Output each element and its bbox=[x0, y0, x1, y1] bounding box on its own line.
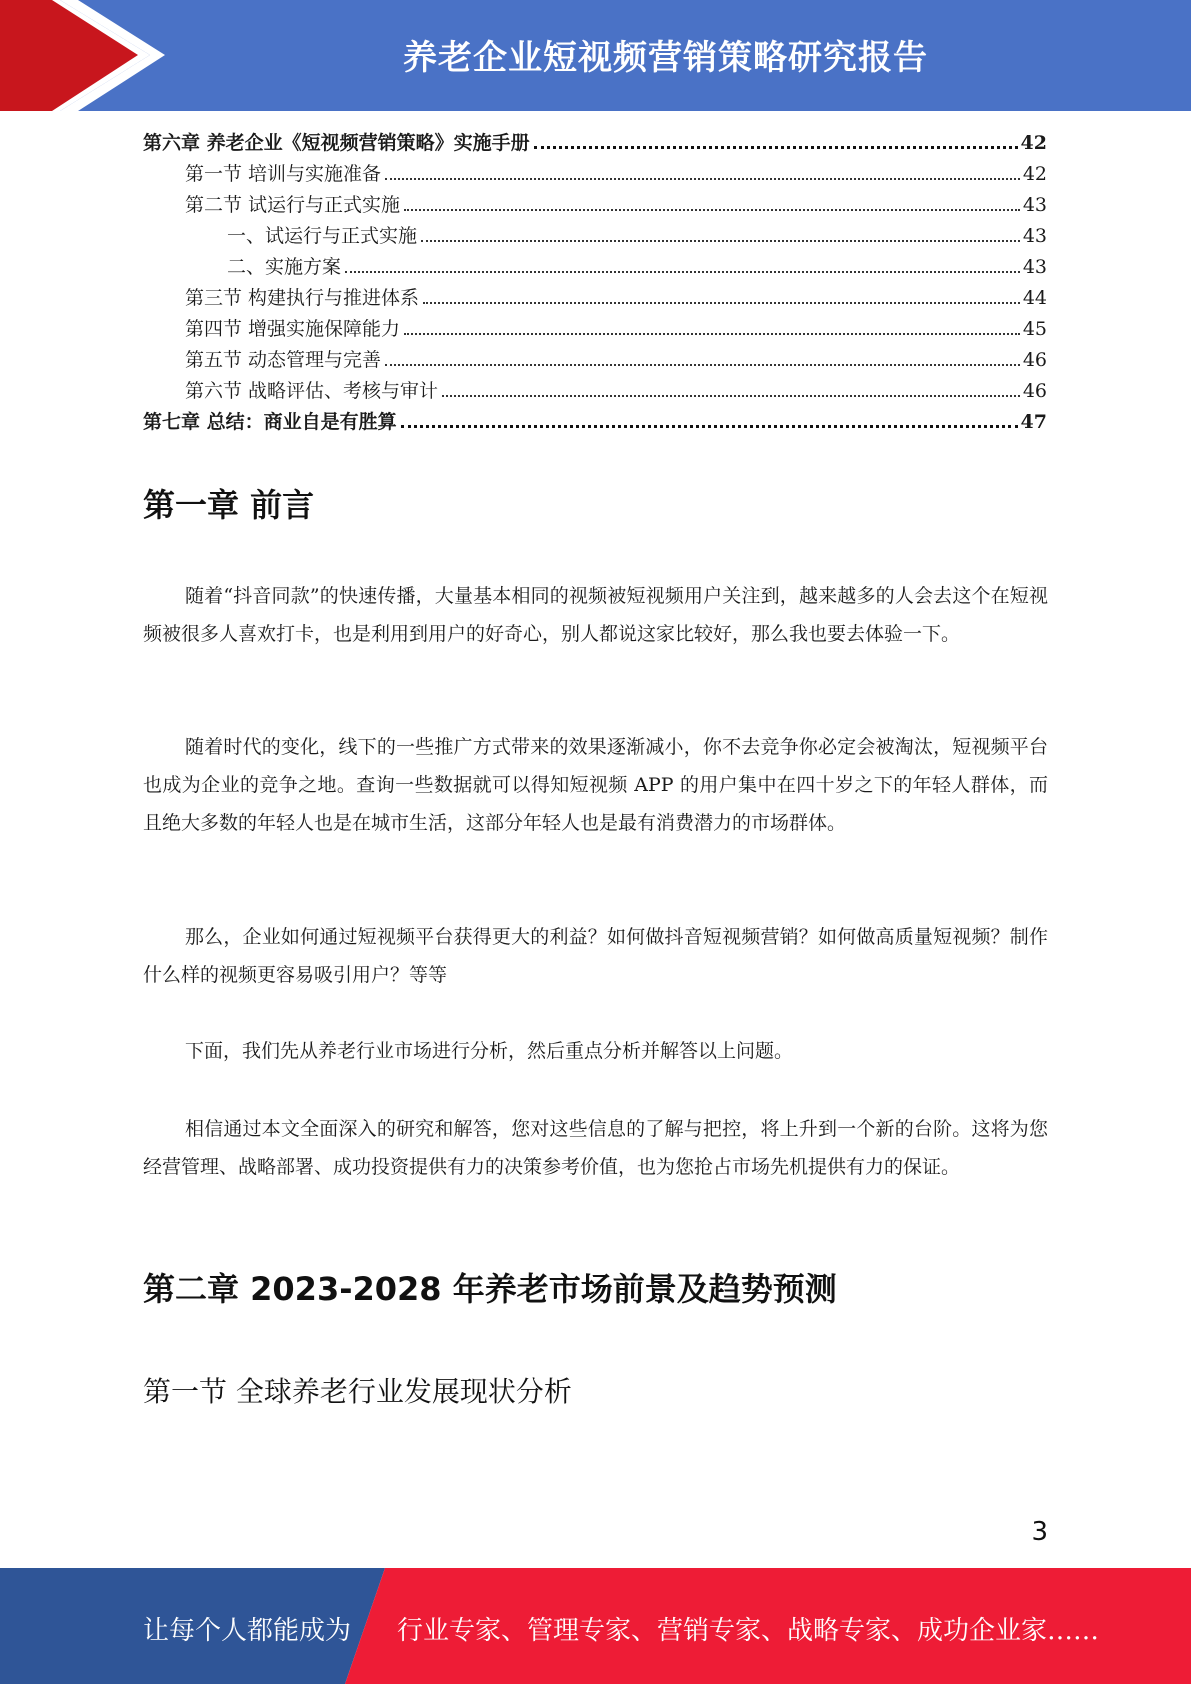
toc-entry-page: 47 bbox=[1020, 411, 1047, 433]
toc-leader-dots bbox=[442, 395, 1020, 397]
toc-entry-label: 第二节 试运行与正式实施 bbox=[185, 194, 401, 216]
toc-entry-label: 第六章 养老企业《短视频营销策略》实施手册 bbox=[143, 132, 530, 154]
toc-entry-page: 46 bbox=[1022, 349, 1047, 371]
toc-entry-label: 第一节 培训与实施准备 bbox=[185, 163, 382, 185]
toc-leader-dots bbox=[401, 425, 1018, 428]
toc-entry-label: 第四节 增强实施保障能力 bbox=[185, 318, 401, 340]
section-heading: 第一节 全球养老行业发展现状分析 bbox=[143, 1375, 572, 1408]
chapter-1-heading: 第一章 前言 bbox=[143, 486, 315, 524]
toc-leader-dots bbox=[385, 178, 1020, 180]
body-paragraph: 相信通过本文全面深入的研究和解答，您对这些信息的了解与把控，将上升到一个新的台阶。这将为您经营管理、战略部署、成功投资提供有力的决策参考价值，也为您抢占市场先机提供有力的保证。 bbox=[143, 1118, 1048, 1178]
chapter-2-heading: 第二章 2023-2028 年养老市场前景及趋势预测 bbox=[143, 1270, 837, 1308]
toc-leader-dots bbox=[423, 302, 1020, 304]
toc-leader-dots bbox=[404, 333, 1020, 335]
toc-entry-chapter-7[interactable] bbox=[143, 407, 1047, 438]
footer-slogan-left: 让每个人都能成为 bbox=[143, 1616, 352, 1646]
toc-entry-section[interactable] bbox=[143, 314, 1047, 345]
toc-entry-page: 44 bbox=[1022, 287, 1047, 309]
table-of-contents bbox=[143, 128, 1047, 438]
toc-entry-label: 第三节 构建执行与推进体系 bbox=[185, 287, 420, 309]
toc-entry-page: 43 bbox=[1022, 225, 1047, 247]
toc-entry-page: 46 bbox=[1022, 380, 1047, 402]
page-number: 3 bbox=[1031, 1517, 1048, 1547]
toc-entry-label: 一、试运行与正式实施 bbox=[227, 225, 418, 247]
toc-entry-page: 42 bbox=[1022, 163, 1047, 185]
toc-leader-dots bbox=[421, 240, 1020, 242]
toc-entry-label: 第六节 战略评估、考核与审计 bbox=[185, 380, 439, 402]
toc-entry-page: 45 bbox=[1022, 318, 1047, 340]
toc-entry-subsection[interactable] bbox=[143, 252, 1047, 283]
toc-leader-dots bbox=[404, 209, 1020, 211]
toc-entry-label: 第七章 总结：商业自是有胜算 bbox=[143, 411, 397, 433]
toc-entry-section[interactable] bbox=[143, 283, 1047, 314]
page-footer bbox=[0, 1568, 1191, 1684]
toc-leader-dots bbox=[345, 271, 1020, 273]
body-paragraph: 随着时代的变化，线下的一些推广方式带来的效果逐渐减小，你不去竞争你必定会被淘汰，短视频平台也成为企业的竞争之地。查询一些数据就可以得知短视频 APP 的用户集中在四十岁之下的年轻人群体，而且绝大多数的年轻人也是在城市生活，这部分年轻人也是最有消费潜力的市场群体。 bbox=[143, 736, 1048, 834]
footer-slogan-right: 行业专家、管理专家、营销专家、战略专家、成功企业家…… bbox=[397, 1616, 1100, 1646]
body-paragraph: 那么，企业如何通过短视频平台获得更大的利益？如何做抖音短视频营销？如何做高质量短视频？制作什么样的视频更容易吸引用户？等等 bbox=[143, 926, 1048, 986]
toc-entry-page: 42 bbox=[1020, 132, 1047, 154]
toc-entry-subsection[interactable] bbox=[143, 221, 1047, 252]
toc-entry-section[interactable] bbox=[143, 190, 1047, 221]
toc-entry-section[interactable] bbox=[143, 159, 1047, 190]
toc-entry-section[interactable] bbox=[143, 376, 1047, 407]
body-paragraph: 随着“抖音同款”的快速传播，大量基本相同的视频被短视频用户关注到，越来越多的人会去这个在短视频被很多人喜欢打卡，也是利用到用户的好奇心，别人都说这家比较好，那么我也要去体验一下。 bbox=[143, 585, 1048, 645]
report-title: 养老企业短视频营销策略研究报告 bbox=[403, 38, 928, 78]
toc-entry-chapter-6[interactable] bbox=[143, 128, 1047, 159]
toc-entry-label: 二、实施方案 bbox=[227, 256, 342, 278]
toc-entry-page: 43 bbox=[1022, 256, 1047, 278]
body-paragraph: 下面，我们先从养老行业市场进行分析，然后重点分析并解答以上问题。 bbox=[185, 1040, 794, 1062]
toc-leader-dots bbox=[385, 364, 1020, 366]
toc-entry-section[interactable] bbox=[143, 345, 1047, 376]
page-header bbox=[0, 0, 1191, 111]
toc-leader-dots bbox=[534, 146, 1018, 149]
toc-entry-label: 第五节 动态管理与完善 bbox=[185, 349, 382, 371]
toc-entry-page: 43 bbox=[1022, 194, 1047, 216]
